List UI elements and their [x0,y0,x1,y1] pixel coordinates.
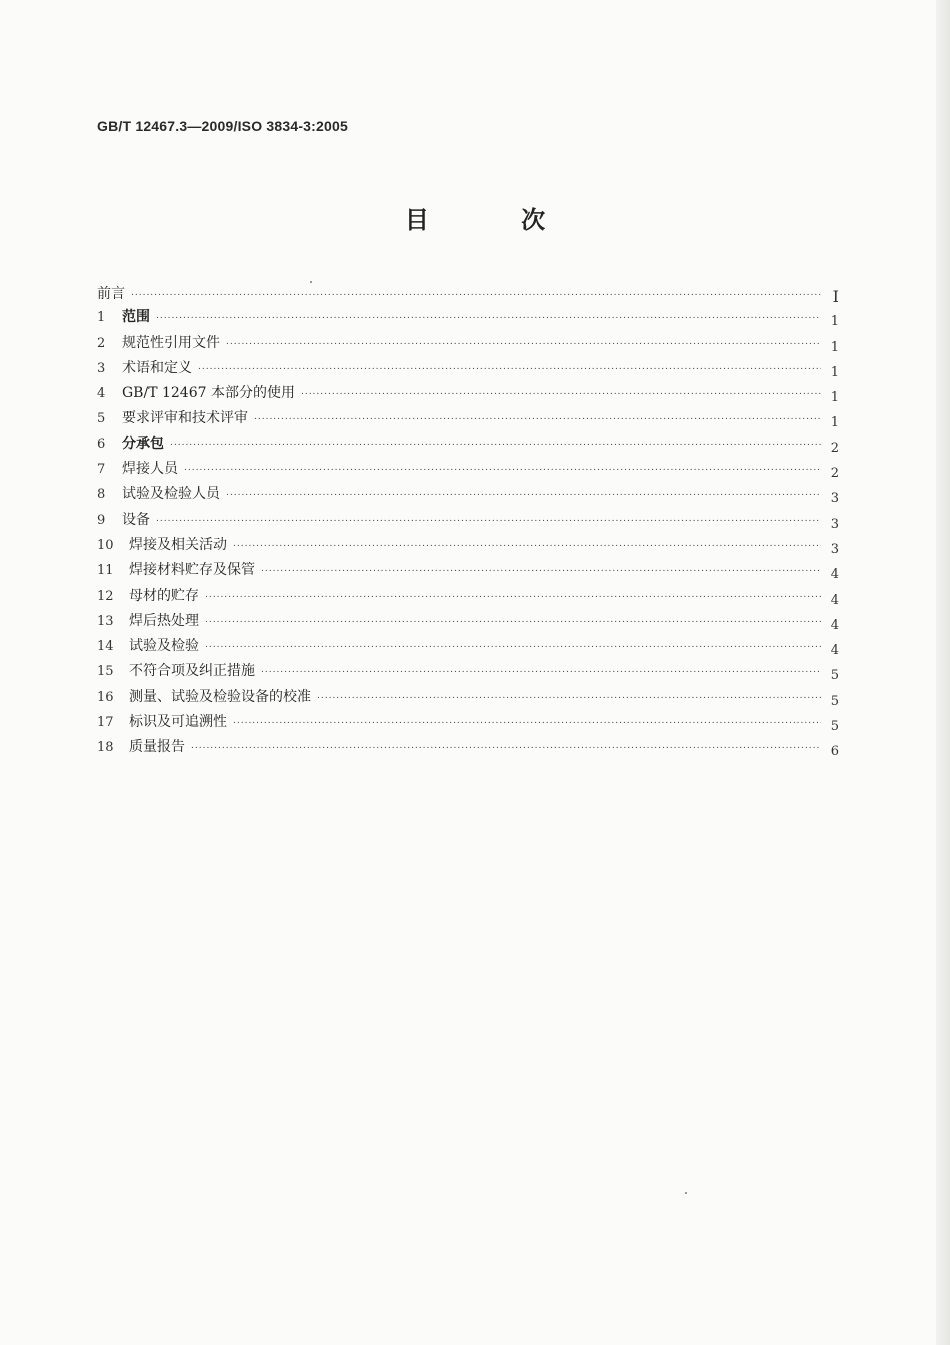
toc-entry-text: 范围 [122,309,150,326]
toc-entry[interactable] [97,735,839,760]
toc-leader-dots [131,281,821,306]
toc-entry-page: 6 [830,744,839,760]
toc-entry-page: 4 [830,617,839,633]
toc-entry-page: Ⅰ [832,287,839,306]
toc-entry-page: 3 [830,541,839,557]
toc-entry[interactable] [97,533,839,558]
standard-code-header: GB/T 12467.3—2009/ISO 3834-3:2005 [97,118,348,134]
toc-entry[interactable] [97,356,839,381]
toc-entry-page: 4 [830,643,839,659]
toc-entry-text: 焊后热处理 [129,612,199,629]
toc-entry-number: 3 [97,360,106,376]
toc-entry-number: 15 [97,664,114,680]
toc-entry-text: 焊接材料贮存及保管 [129,562,255,579]
toc-entry-text: 测量、试验及检验设备的校准 [129,688,311,705]
toc-entry[interactable] [97,432,839,457]
toc-entry-number: 8 [97,487,106,503]
toc-entry-text: 前言 [97,286,125,302]
toc-leader-dots [226,330,821,355]
toc-leader-dots [205,633,821,658]
toc-entry-number: 18 [97,740,114,756]
toc-entry-number: 5 [97,411,106,427]
toc-entry-page: 1 [830,364,839,380]
toc-entry-number: 12 [97,588,114,604]
toc-leader-dots [191,734,821,759]
toc-leader-dots [261,557,821,582]
toc-entry[interactable] [97,659,839,684]
scan-speck [685,1192,687,1194]
toc-entry-number: 2 [97,335,106,351]
toc-entry-text: 要求评审和技术评审 [122,410,248,427]
toc-entry-page: 5 [830,668,839,684]
toc-leader-dots [261,658,821,683]
toc-entry-text: 不符合项及纠正措施 [129,663,255,680]
toc-entry[interactable] [97,331,839,356]
toc-entry-preface[interactable] [97,280,839,305]
toc-entry-page: 1 [830,339,839,355]
toc-entry-text: 母材的贮存 [129,587,199,604]
toc-entry-text: 焊接人员 [122,461,178,478]
toc-entry-text: 术语和定义 [122,359,192,376]
toc-entry-number: 13 [97,613,114,629]
toc-entry-number: 4 [97,386,106,402]
toc-entry-text: 试验及检验 [129,638,199,655]
toc-leader-dots [198,355,821,380]
toc-entry-text: GB/T 12467 本部分的使用 [122,385,295,402]
toc-leader-dots [233,532,821,557]
toc-entry[interactable] [97,305,839,330]
toc-entry-text: 标识及可追溯性 [129,714,227,731]
toc-entry[interactable] [97,634,839,659]
toc-entry[interactable] [97,457,839,482]
toc-entry-page: 4 [830,567,839,583]
toc-leader-dots [184,456,821,481]
toc-entry-text: 试验及检验人员 [122,486,220,503]
toc-leader-dots [233,709,821,734]
toc-entry[interactable] [97,710,839,735]
toc-entry-page: 5 [830,719,839,735]
toc-entry-number: 10 [97,537,114,553]
toc-entry-page: 1 [830,415,839,431]
toc-entry-number: 7 [97,462,106,478]
toc-leader-dots [254,405,821,430]
toc-entry[interactable] [97,558,839,583]
toc-entry-number: 14 [97,639,114,655]
toc-entry[interactable] [97,406,839,431]
toc-entry[interactable] [97,685,839,710]
table-of-contents [97,280,839,761]
toc-entry-page: 2 [830,440,839,456]
toc-leader-dots [205,583,821,608]
toc-entry-text: 设备 [122,511,150,528]
toc-entry-number: 6 [97,436,106,452]
toc-entry-page: 1 [830,314,839,330]
toc-entry-page: 5 [830,693,839,709]
toc-entry-number: 1 [97,310,106,326]
toc-entry-page: 3 [830,516,839,532]
toc-entry[interactable] [97,381,839,406]
toc-entry-page: 4 [830,592,839,608]
toc-entry-page: 3 [830,491,839,507]
toc-entry[interactable] [97,508,839,533]
toc-leader-dots [226,481,821,506]
toc-entry[interactable] [97,609,839,634]
scan-speck [310,281,312,283]
toc-entry-number: 9 [97,512,106,528]
toc-leader-dots [156,507,821,532]
toc-entry-number: 16 [97,689,114,705]
toc-leader-dots [170,431,821,456]
toc-entry-text: 分承包 [122,435,164,452]
toc-title: 目 次 [404,206,588,234]
toc-entry-text: 质量报告 [129,739,185,756]
toc-leader-dots [205,608,821,633]
toc-entry[interactable] [97,482,839,507]
toc-entry-page: 1 [830,390,839,406]
toc-leader-dots [156,304,821,329]
toc-entry-number: 17 [97,715,114,731]
toc-entry-text: 规范性引用文件 [122,334,220,351]
toc-entry-number: 11 [97,563,114,579]
toc-leader-dots [301,380,821,405]
toc-entry-page: 2 [830,466,839,482]
toc-entry[interactable] [97,584,839,609]
toc-entry-text: 焊接及相关活动 [129,536,227,553]
toc-leader-dots [317,684,821,709]
